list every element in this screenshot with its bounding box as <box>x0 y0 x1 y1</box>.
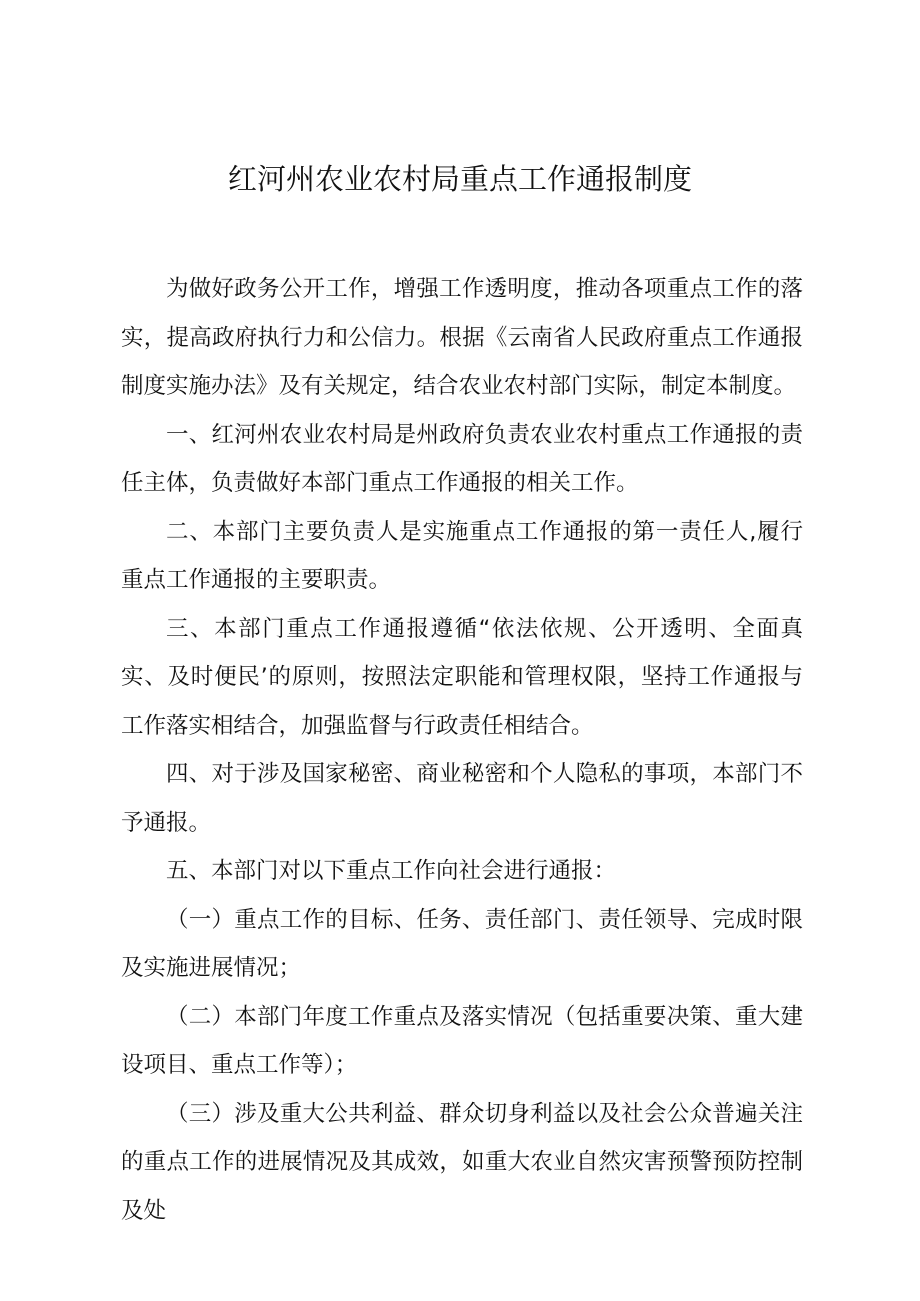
paragraph-item-3: 三、本部门重点工作通报遵循“依法依规、公开透明、全面真实、及时便民’的原则，按照法定职能和管理权限，坚持工作通报与工作落实相结合，加强监督与行政责任相结合。 <box>121 615 803 739</box>
paragraph-subitem-2: （二）本部门年度工作重点及落实情况（包括重要决策、重大建设项目、重点工作等）； <box>121 1003 803 1078</box>
paragraph-item-4: 四、对于涉及国家秘密、商业秘密和个人隐私的事项，本部门不予通报。 <box>121 761 803 836</box>
document-title: 红河州农业农村局重点工作通报制度 <box>227 162 692 196</box>
paragraph-subitem-1: （一）重点工作的目标、任务、责任部门、责任领导、完成时限及实施进展情况； <box>121 906 803 981</box>
paragraph-intro: 为做好政务公开工作，增强工作透明度，推动各项重点工作的落实，提高政府执行力和公信力。根据《云南省人民政府重点工作通报制度实施办法》及有关规定，结合农业农村部门实际，制定本制度。 <box>121 276 803 399</box>
document-body <box>121 265 803 1235</box>
paragraph-item-2: 二、本部门主要负责人是实施重点工作通报的第一责任人,履行重点工作通报的主要职责。 <box>121 518 803 593</box>
paragraph-subitem-3: （三）涉及重大公共利益、群众切身利益以及社会公众普遍关注的重点工作的进展情况及其成效，如重大农业自然灾害预警预防控制及处 <box>121 1100 803 1224</box>
paragraph-item-1: 一、红河州农业农村局是州政府负责农业农村重点工作通报的责任主体，负责做好本部门重点工作通报的相关工作。 <box>121 421 803 496</box>
paragraph-item-5: 五、本部门对以下重点工作向社会进行通报： <box>166 858 617 884</box>
